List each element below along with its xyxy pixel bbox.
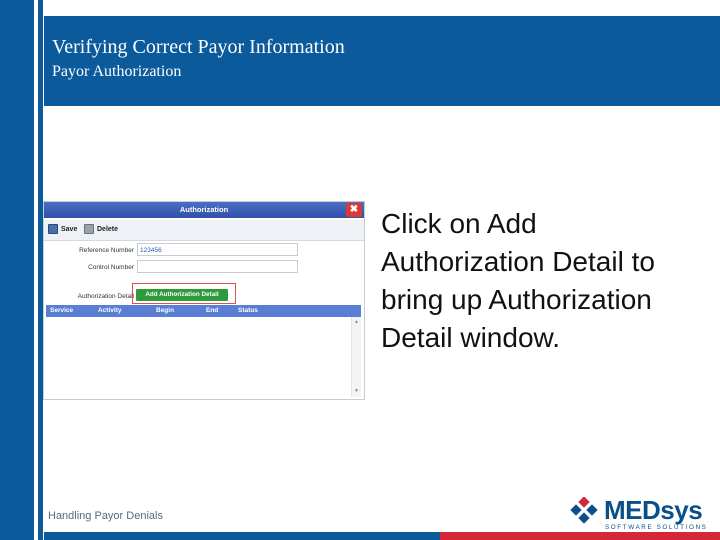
delete-label: Delete xyxy=(97,226,119,233)
instruction-text: Click on Add Authorization Detail to bring up Authorization Detail window. xyxy=(381,208,655,353)
left-accent-bar xyxy=(0,0,34,540)
save-label: Save xyxy=(61,226,78,233)
slide-title: Verifying Correct Payor Information xyxy=(52,36,345,58)
logo-wordmark xyxy=(604,495,702,526)
authorization-titlebar xyxy=(44,202,364,218)
delete-button[interactable] xyxy=(84,223,118,237)
save-icon xyxy=(48,224,58,234)
authorization-window-title: Authorization xyxy=(179,205,229,214)
authorization-grid-body xyxy=(46,317,352,397)
trash-icon xyxy=(84,224,94,234)
column-header-service[interactable]: Service xyxy=(50,307,74,314)
medsys-logo xyxy=(568,495,718,531)
column-header-activity[interactable]: Activity xyxy=(98,307,122,314)
control-number-field[interactable] xyxy=(137,260,298,273)
grid-scrollbar[interactable] xyxy=(352,317,361,397)
reference-number-field[interactable]: 123456 xyxy=(137,243,298,256)
scroll-up-icon[interactable]: ▲ xyxy=(354,319,359,325)
bottom-red-accent xyxy=(440,532,720,540)
footer-text: Handling Payor Denials xyxy=(48,510,163,522)
slide-header xyxy=(44,16,720,106)
column-header-status[interactable]: Status xyxy=(238,307,258,314)
authorization-detail-label: Authorization Detail xyxy=(77,293,134,300)
column-header-end[interactable]: End xyxy=(206,307,219,314)
reference-number-label: Reference Number xyxy=(79,247,134,254)
authorization-window xyxy=(43,201,365,400)
add-authorization-detail-button[interactable]: Add Authorization Detail xyxy=(136,289,228,301)
logo-tagline: SOFTWARE SOLUTIONS xyxy=(605,524,708,531)
logo-sys: sys xyxy=(660,495,703,525)
close-icon[interactable]: ✖ xyxy=(346,203,362,217)
column-header-begin[interactable]: Begin xyxy=(156,307,175,314)
authorization-toolbar xyxy=(44,220,364,241)
save-button[interactable] xyxy=(48,223,77,237)
authorization-grid-header xyxy=(46,305,361,317)
medsys-diamond-logo-icon xyxy=(568,497,602,525)
scroll-down-icon[interactable]: ▼ xyxy=(354,388,359,394)
logo-med: MED xyxy=(604,495,661,525)
slide-subtitle: Payor Authorization xyxy=(52,63,182,80)
control-number-label: Control Number xyxy=(88,264,134,271)
